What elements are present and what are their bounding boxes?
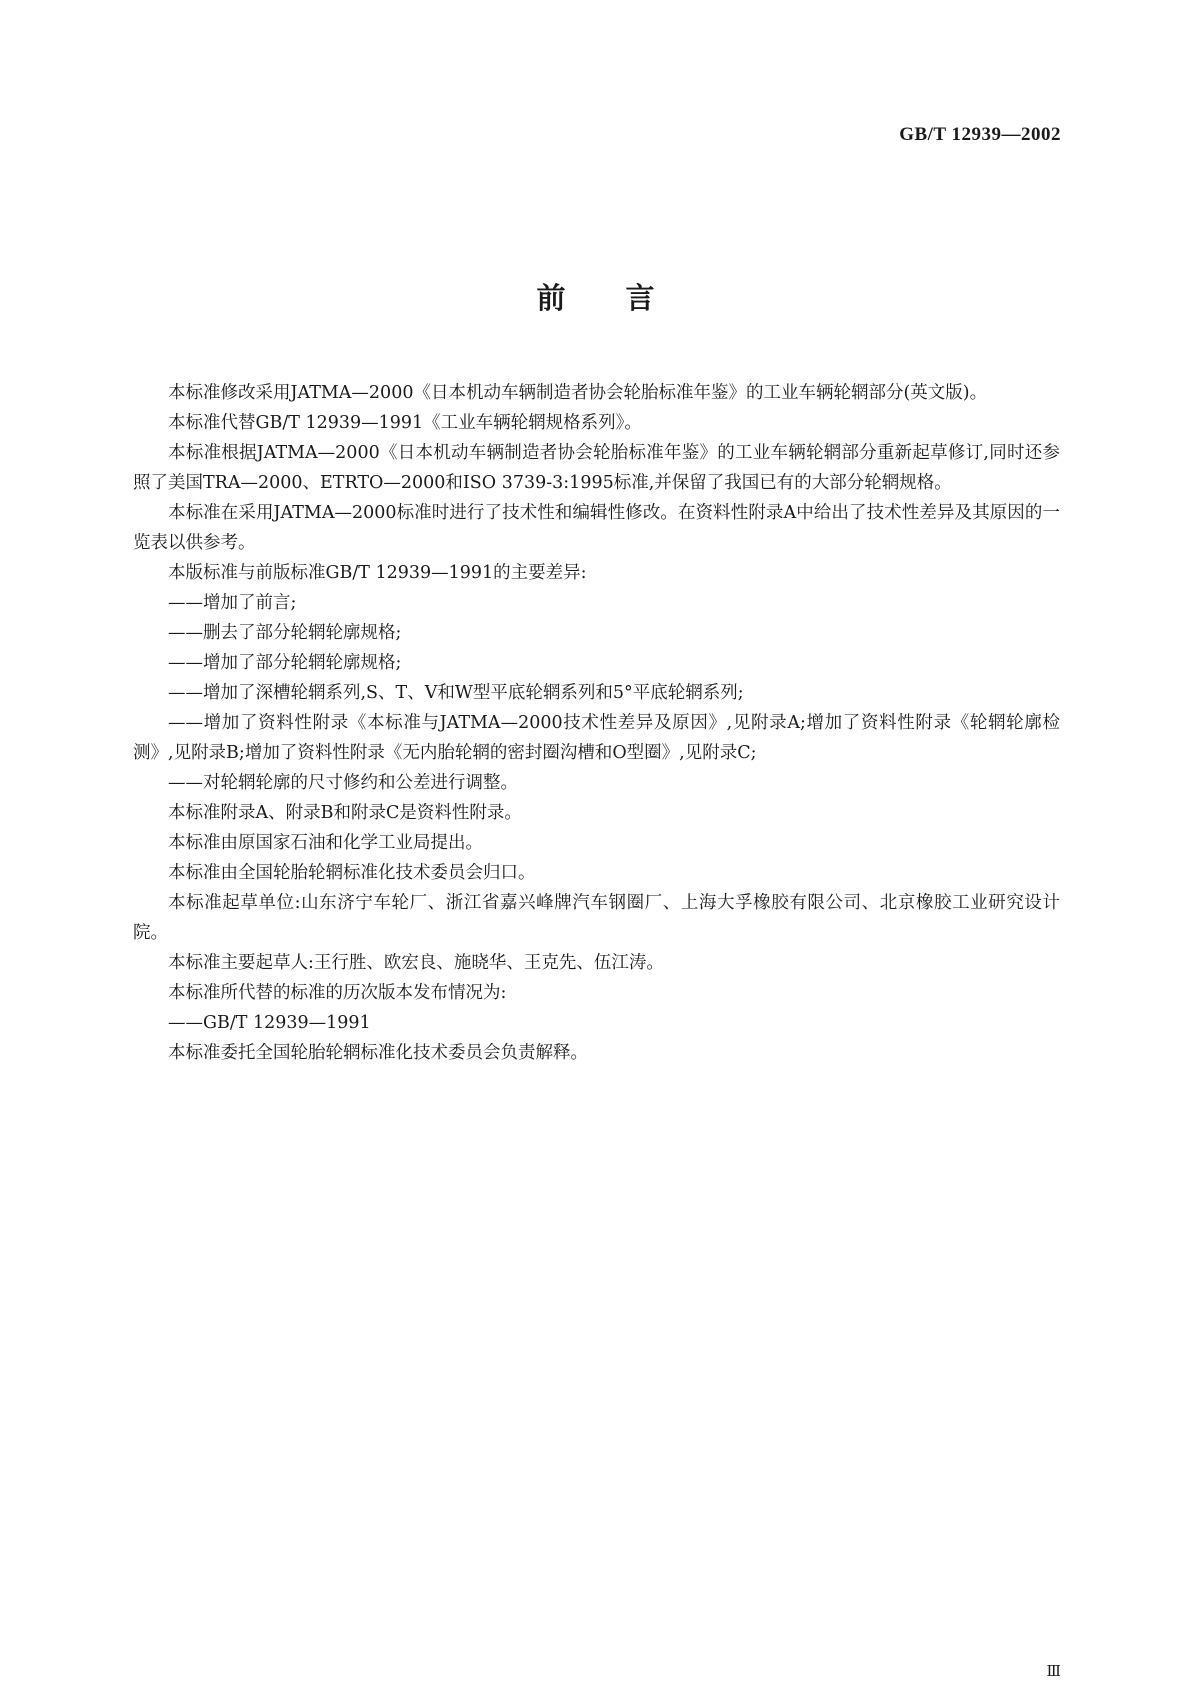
list-item: ——增加了深槽轮辋系列,S、T、V和W型平底轮辋系列和5°平底轮辋系列; [168,683,744,703]
standard-code: GB/T 12939—2002 [899,124,1061,145]
list-item: ——GB/T 12939—1991 [168,1013,371,1033]
paragraph-13: 本标准由原国家石油和化学工业局提出。 [168,833,483,853]
list-item: ——增加了部分轮辋轮廓规格; [168,653,402,673]
list-item: ——增加了前言; [168,593,297,613]
paragraph-12: 本标准附录A、附录B和附录C是资料性附录。 [168,803,522,823]
paragraph-17: 本标准所代替的标准的历次版本发布情况为: [168,983,507,1003]
list-item: ——删去了部分轮辋轮廓规格; [168,623,402,643]
foreword-body [133,378,1060,1068]
page-title: 前言 [536,281,715,315]
paragraph-1: 本标准修改采用JATMA—2000《日本机动车辆制造者协会轮胎标准年鉴》的工业车辆轮辋部分(英文版)。 [168,383,988,403]
paragraph-14: 本标准由全国轮胎轮辋标准化技术委员会归口。 [168,863,536,883]
list-item: ——对轮辋轮廓的尺寸修约和公差进行调整。 [168,773,518,793]
paragraph-3: 本标准根据JATMA—2000《日本机动车辆制造者协会轮胎标准年鉴》的工业车辆轮辋部分重新起草修订,同时还参照了美国TRA—2000、ETRTO—2000和ISO 3739-3:1995标准,并保留了我国已有的大部分轮辋规格。 [133,443,1060,493]
paragraph-19: 本标准委托全国轮胎轮辋标准化技术委员会负责解释。 [168,1043,588,1063]
paragraph-5: 本版标准与前版标准GB/T 12939—1991的主要差异: [168,563,587,583]
paragraph-16: 本标准主要起草人:王行胜、欧宏良、施晓华、王克先、伍江涛。 [168,953,664,973]
paragraph-15: 本标准起草单位:山东济宁车轮厂、浙江省嘉兴峰牌汽车钢圈厂、上海大孚橡胶有限公司、北京橡胶工业研究设计院。 [133,893,1060,943]
paragraph-2: 本标准代替GB/T 12939—1991《工业车辆轮辋规格系列》。 [168,413,642,433]
page-number: Ⅲ [1046,1664,1061,1680]
paragraph-4: 本标准在采用JATMA—2000标准时进行了技术性和编辑性修改。在资料性附录A中给出了技术性差异及其原因的一览表以供参考。 [133,503,1060,553]
list-item: ——增加了资料性附录《本标准与JATMA—2000技术性差异及原因》,见附录A;增加了资料性附录《轮辋轮廓检测》,见附录B;增加了资料性附录《无内胎轮辋的密封圈沟槽和O型圈》,见附录C; [133,713,1060,763]
